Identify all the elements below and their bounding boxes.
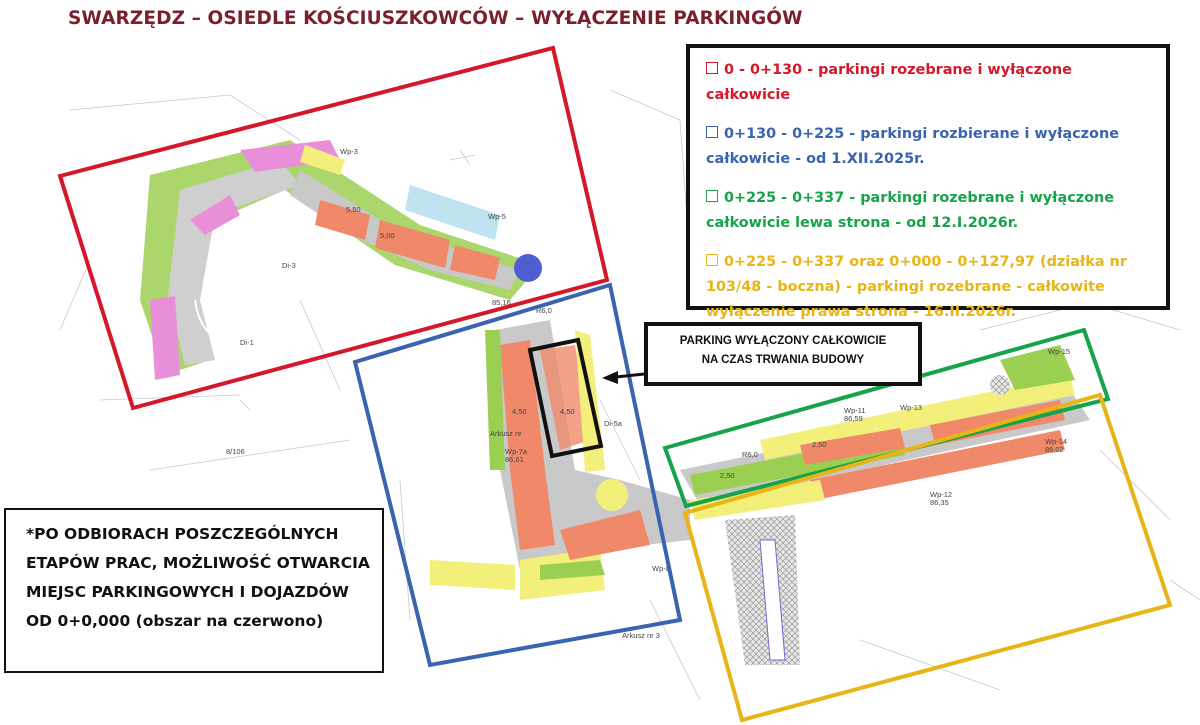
note-line-2: ETAPÓW PRAC, MOŻLIWOŚĆ OTWARCIA xyxy=(26,554,370,572)
callout-arrow-icon xyxy=(602,371,644,384)
ht8659-label: 86,59 xyxy=(844,414,863,423)
wp13-label: Wp-13 xyxy=(900,403,923,412)
closed-parking-callout xyxy=(644,322,922,386)
legend-item-yellow xyxy=(706,250,1154,325)
r60-label: R6,0 xyxy=(536,306,552,315)
wp7a-label: Wp-7a xyxy=(505,447,528,456)
legend-square-icon xyxy=(706,190,718,202)
wp14-label: Wp-14 xyxy=(1045,437,1068,446)
w250b-label: 2,50 xyxy=(720,471,735,480)
w250-label: 2,50 xyxy=(812,440,827,449)
arkusz-nr3-label: Arkusz nr 3 xyxy=(622,631,660,640)
legend-box xyxy=(686,44,1170,320)
wp3-label: Wp-3 xyxy=(340,147,358,156)
page-title: SWARZĘDZ – OSIEDLE KOŚCIUSZKOWCÓW – WYŁĄCZENIE PARKINGÓW xyxy=(68,8,803,29)
arkusz-label: Arkusz nr xyxy=(490,429,522,438)
wp12-label: Wp-12 xyxy=(930,490,953,499)
legend-item-blue xyxy=(706,122,1154,172)
east-wing-plan xyxy=(680,345,1090,665)
legend-square-icon xyxy=(706,254,718,266)
callout-line-1: PARKING WYŁĄCZONY CAŁKOWICIE xyxy=(679,335,887,347)
reopening-note xyxy=(4,508,384,673)
legend-square-icon xyxy=(706,126,718,138)
legend-text: 0+225 - 0+337 - parkingi rozebrane i wyłączone całkowicie lewa strona - od 12.I.2026r. xyxy=(706,190,1115,231)
nw-wing-plan xyxy=(140,140,542,380)
r60b-label: R6,0 xyxy=(742,450,758,459)
legend-text: 0+130 - 0+225 - parkingi rozbierane i wyłączone całkowicie - od 1.XII.2025r. xyxy=(706,126,1119,167)
wp11-label: Wp-11 xyxy=(844,406,866,415)
note-line-1: *PO ODBIORACH POSZCZEGÓLNYCH xyxy=(26,525,339,543)
ht8602-label: 86,02 xyxy=(1045,445,1064,454)
callout-line-2: NA CZAS TRWANIA BUDOWY xyxy=(701,354,865,366)
legend-text: 0+225 - 0+337 oraz 0+000 - 0+127,97 (działka nr 103/48 - boczna) - parkingi rozebrane - całkowite wyłączenie prawa strona - 16.II.2026r. xyxy=(706,254,1127,320)
legend-item-green xyxy=(706,186,1154,236)
di3-label: Di-3 xyxy=(282,261,296,270)
ht8516-label: 85,16 xyxy=(492,298,511,307)
wp8-label: Wp-8 xyxy=(652,564,670,573)
di1-label: Di-1 xyxy=(240,338,254,347)
ht8661-label: 86,61 xyxy=(505,455,524,464)
legend-item-red xyxy=(706,58,1154,108)
legend-square-icon xyxy=(706,62,718,74)
w500-label: 5,00 xyxy=(380,231,395,240)
note-line-4: OD 0+0,000 (obszar na czerwono) xyxy=(26,612,324,630)
w550-label: 5,50 xyxy=(346,205,361,214)
wp5-label: Wp-5 xyxy=(488,212,506,221)
ht8635-label: 86,35 xyxy=(930,498,949,507)
legend-text: 0 - 0+130 - parkingi rozebrane i wyłączone całkowicie xyxy=(706,62,1072,103)
note-line-3: MIEJSC PARKINGOWYCH I DOJAZDÓW xyxy=(26,583,349,601)
lot106-label: 8/106 xyxy=(226,447,245,456)
wp15-label: Wp-15 xyxy=(1048,347,1071,356)
w450b-label: 4,50 xyxy=(560,407,575,416)
w450-label: 4,50 xyxy=(512,407,527,416)
di5a-label: Di-5a xyxy=(604,419,622,428)
